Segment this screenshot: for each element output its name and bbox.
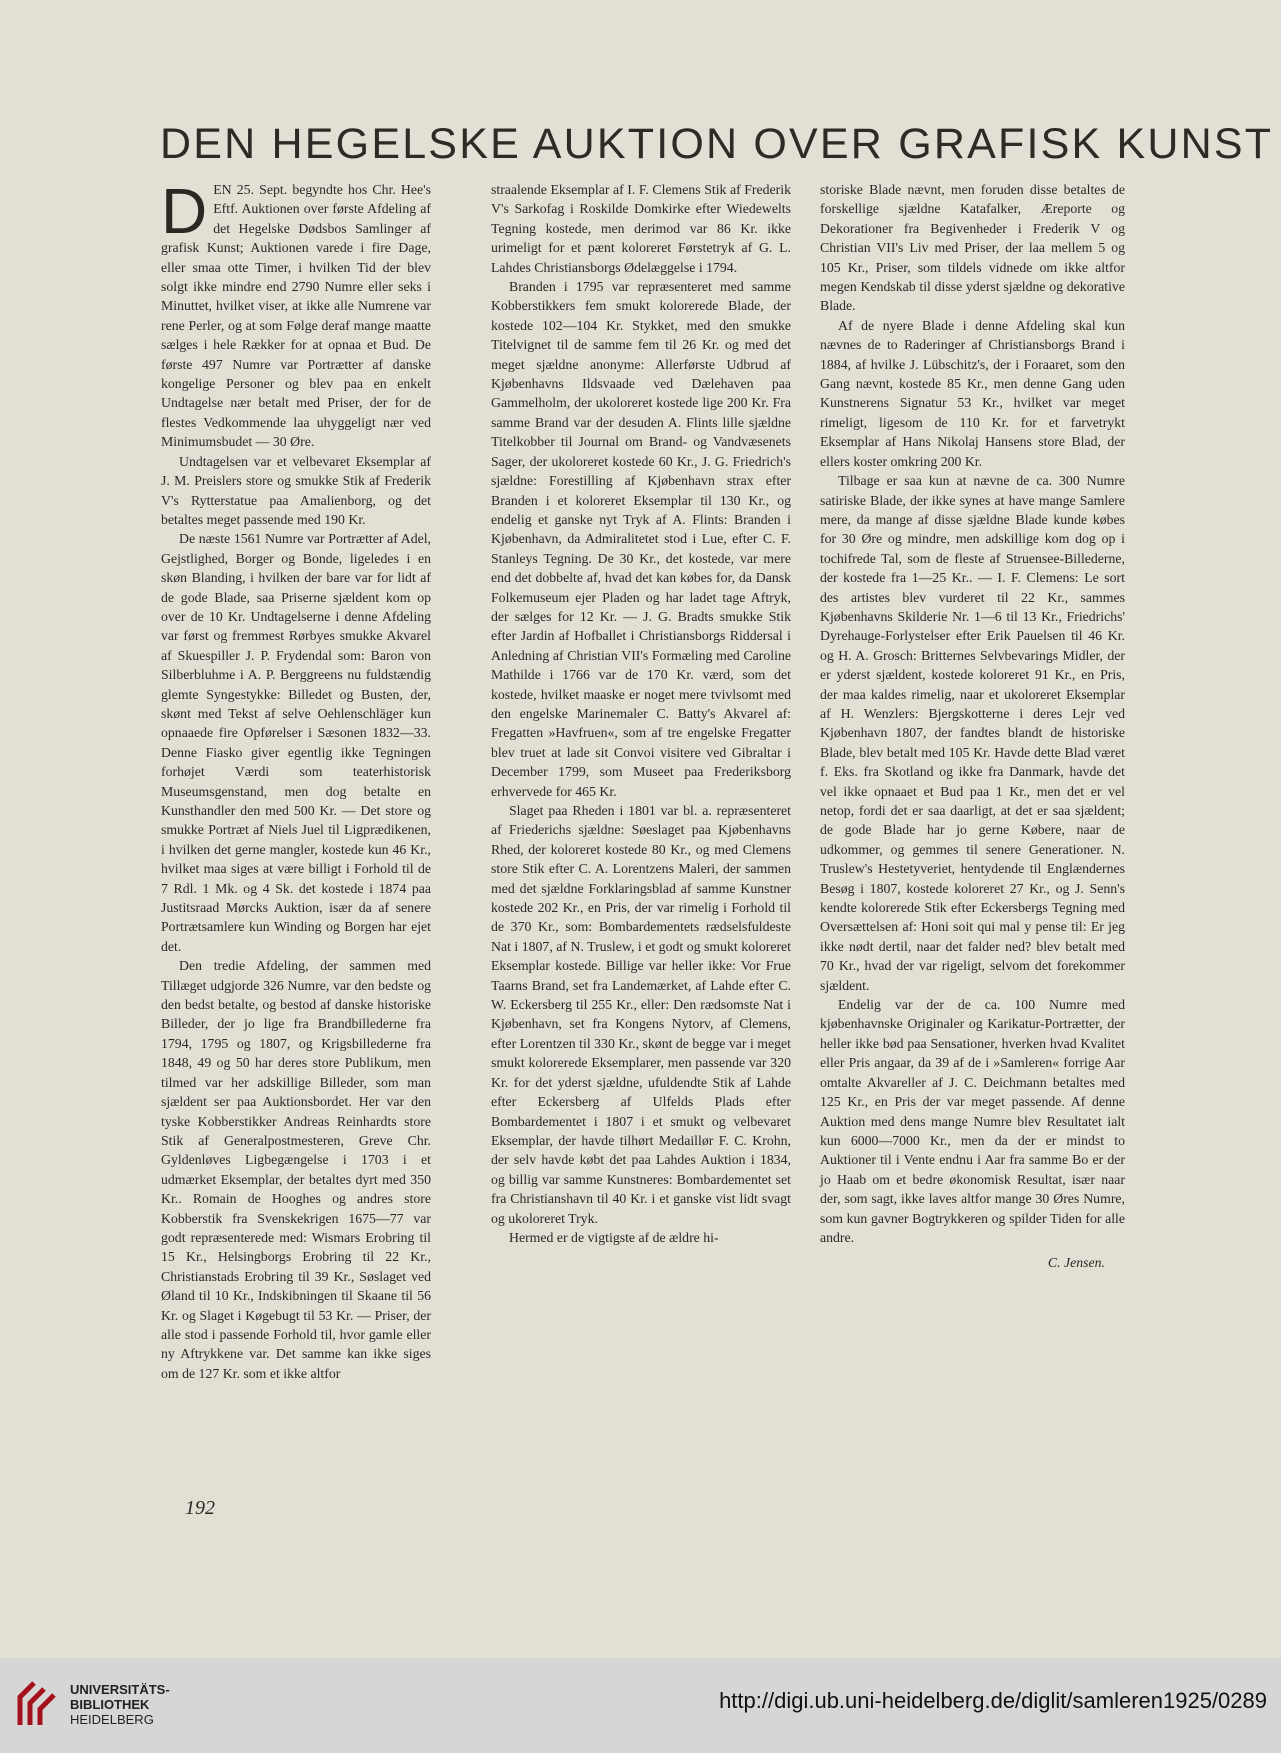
page-number: 192 <box>185 1497 215 1519</box>
paragraph: Af de nyere Blade i denne Afdeling skal kun nævnes de to Raderinger af Christiansborgs Brand i 1884, af hvilke J. Lübschitz's, der i Foraaret, som den Gang nævnt, kostede 85 Kr., men denne Gang uden Kunstnerens Signatur 53 Kr., hvilket var meget rimeligt, ligesom de 110 Kr. for et farvetrykt Eksemplar af Hans Nikolaj Hansens store Blad, der ellers koster omkring 200 Kr. <box>820 317 1125 469</box>
paragraph: straalende Eksemplar af I. F. Clemens Stik af Frederik V's Sarkofag i Roskilde Domkirke efter Wiedewelts Tegning kostede, men derimod var 86 Kr. ikke urimeligt for et pænt koloreret Førstetryk af G. L. Lahdes Christiansborgs Ødelæggelse i 1794. <box>491 182 791 275</box>
paragraph: EN 25. Sept. begyndte hos Chr. Hee's Eftf. Auktionen over første Afdeling af det Hegelske Dødsbos Samlinger af grafisk Kunst; Auktionen varede i fire Dage, eller smaa otte Timer, i hvilken Tid der blev solgt ikke mindre end 2790 Numre eller seks i Minuttet, hvilket viser, at ikke alle Numrene var rene Perler, og at som Følge deraf mange maatte sælges i hele Rækker for at opnaa et Bud. De første 497 Numre var Portrætter af danske kongelige Personer og blev paa en enkelt Undtagelse nær betalt med Priser, der for de flestes Vedkommende laa uhyggeligt nær ved Minimumsbudet — 30 Øre. <box>161 182 431 450</box>
library-name: UNIVERSITÄTS- BIBLIOTHEK HEIDELBERG <box>70 1682 170 1727</box>
source-url-link[interactable]: http://digi.ub.uni-heidelberg.de/diglit/samleren1925/0289 <box>719 1688 1267 1713</box>
paragraph: Undtagelsen var et velbevaret Eksemplar af J. M. Preislers store og smukke Stik af Frederik V's Rytterstatue paa Amalienborg, og det betaltes meget passende med 190 Kr. <box>161 453 431 527</box>
drop-cap: D <box>161 175 208 247</box>
text-column-2 <box>491 180 791 1247</box>
text-column-3 <box>820 180 1125 1273</box>
paragraph: Den tredie Afdeling, der sammen med Tillæget udgjorde 326 Numre, var den bedste og den bedst betalte, og bestod af danske historiske Billeder, der jo lige fra Brandbillederne fra 1794, 1795 og 1807, og Krigsbillederne fra 1848, 49 og 50 har deres store Publikum, men tilmed var her adskillige Billeder, som man sjældent ser paa Auktionsbordet. Her var den tyske Kobberstikker Andreas Reinhardts store Stik af Generalpostmesteren, Greve Chr. Gyldenløves Ligbegængelse i 1703 i et udmærket Eksemplar, der betaltes dyrt med 350 Kr.. Romain de Hooghes og andres store Kobberstik fra Svenskekrigen 1675—77 var godt repræsenterede med: Wismars Erobring til 15 Kr., Helsingborgs Erobring til 22 Kr., Christianstads Erobring til 39 Kr., Søslaget ved Øland til 10 Kr., Indskibningen til Skaane til 56 Kr. og Slaget i Køgebugt til 53 Kr. — Priser, der alle stod i passende Forhold til, hvor gamle eller ny Aftrykkene var. Det samme kan ikke siges om de 127 Kr. som et ikke altfor <box>161 958 431 1381</box>
article-title: DEN HEGELSKE AUKTION OVER GRAFISK KUNST <box>160 120 1274 168</box>
paragraph: Endelig var der de ca. 100 Numre med kjøbenhavnske Originaler og Karikatur-Portrætter, der heller ikke bød paa Sensationer, hverken hvad Kvalitet eller Pris angaar, da 39 af de i »Samleren« forrige Aar omtalte Akvareller af J. C. Deichmann betaltes med 125 Kr., en Pris der var meget passende. Af denne Auktion med dens mange Numre blev Resultatet ialt kun 6000—7000 Kr., men da der er mindst to Auktioner til i Vente endnu i Aar fra samme Bo er der jo Haab om et bedre økonomisk Resultat, især naar der, som sagt, ikke laves altfor mange 30 Øres Numre, som kun gavner Bogtrykkeren og spilder Tiden for alle andre. <box>820 997 1125 1245</box>
paragraph: De næste 1561 Numre var Portrætter af Adel, Gejstlighed, Borger og Bonde, ligeledes i en skøn Blanding, i hvilken der bare var for lidt af de gode Blade, saa Priserne sjældent kom op over de 10 Kr. Undtagelserne i denne Afdeling var først og fremmest Rørbyes smukke Akvarel af Skuespiller J. P. Frydendal som: Baron von Silberbluhme i A. P. Berggreens nu fuldstændig glemte Syngestykke: Billedet og Busten, der, skønt med Tekst af selve Oehlenschläger kun opnaaede fire Opførelser i Sæsonen 1832—33. Denne Fiasko giver egentlig ikke Tegningen forhøjet Værdi som teaterhistorisk Museumsgenstand, men dog betalte en Kunsthandler den med 500 Kr. — Det store og smukke Portræt af Niels Juel til Ligprædikenen, i hvilken det gerne mangler, kostede kun 46 Kr., hvilket maa siges at være billigt i Forhold til de 7 Rdl. 1 Mk. og 4 Sk. det kostede i 1874 paa Justitsraad Mørcks Auktion, især da af senere Portrætsamlere kun Winding og Borgen har ejet det. <box>161 531 431 954</box>
author-signature: C. Jensen. <box>1047 1255 1105 1271</box>
text-column-1 <box>161 175 431 1383</box>
university-library-logo-icon <box>14 1675 64 1731</box>
viewer-footer <box>0 1658 1281 1753</box>
paragraph: Tilbage er saa kun at nævne de ca. 300 Numre satiriske Blade, der ikke synes at have mange Samlere mere, da mange af disse sjældne Blade kunde købes for 30 Øre og mindre, men adskillige kom dog op i tochifrede Tal, som de fleste af Struenseе-Billederne, der kostede fra 1—25 Kr.. — I. F. Clemens: Le sort des artistes blev vurderet til 22 Kr., sammes Kjøbenhavns Skilderie Nr. 1—6 til 13 Kr., Friedrichs' Dyrehauge-Forlystelser efter Erik Pauelsen til 46 Kr. og H. A. Grosch: Britternes Selvbevarings Midler, der er yderst sjældent, kostede koloreret 91 Kr., en Pris, der maa kaldes rimelig, naar et ukoloreret Eksemplar af H. Wenzlers: Bjergskotterne i deres Lejr ved Kjøbenhavn 1807, der fandtes blandt de historiske Blade, blev betalt med 105 Kr. Havde dette Blad været f. Eks. fra Skotland og ikke fra Danmark, havde det vel ikke opnaaet et Bud paa 1 Kr., men det er vel netop, fordi det er saa daarligt, at det er saa sjældent; de gode Blade har jo gerne Købere, naar de udkommer, og gemmes til senere Generationer. N. Truslew's Hestetyveriet, hentydende til Englændernes Besøg i 1807, kostede koloreret 27 Kr., og J. Senn's kendte kolorerede Stik efter Eckersbergs Tegning med Oversættelsen af: Honi soit qui mal y pense til: Er jeg ikke nødt dertil, naar det falder ned? blev betalt med 70 Kr., hvad der var rigeligt, selvom det forekommer sjældent. <box>820 473 1125 993</box>
paragraph: Hermed er de vigtigste af de ældre hi- <box>509 1229 719 1245</box>
paragraph: Slaget paa Rheden i 1801 var bl. a. repræsenteret af Friederichs sjældne: Søeslaget paa Kjøbenhavns Rhed, der koloreret kostede 80 Kr., og med Clemens store Stik efter C. A. Lorentzens Maleri, der sammen med det sjældne Forklaringsblad af samme Kunstner kostede 202 Kr., en Pris, der var rimelig i Forhold til de 370 Kr., som: Bombardementets rædselsfuldeste Nat i 1807, af N. Truslew, i et godt og smukt koloreret Eksemplar kostede. Billige var heller ikke: Vor Frue Taarns Brand, set fra Landemærket, af Lahde efter C. W. Eckersberg til 255 Kr., eller: Den rædsomste Nat i Kjøbenhavn, set fra Kongens Nytorv, af Clemens, efter Lorentzen til 330 Kr., skønt de begge var i meget smukt kolorerede Eksemplarer, men passende var 320 Kr. for det yderst sjældne, ufuldendte Stik af Lahde efter Eckersberg af Ulfelds Plads efter Bombardementet i 1807 i et smukt og velbevaret Eksemplar, der havde tilhørt Medaillør F. C. Krohn, der selv havde købt det paa Lahdes Auktion i 1834, og billig var samme Kunstneres: Bombardementet set fra Christianshavn til 40 Kr. i et ganske vist lidt svagt og ukoloreret Tryk. <box>491 803 791 1226</box>
paragraph: storiske Blade nævnt, men foruden disse betaltes de forskellige sjældne Katafalker, Æreporte og Dekorationer fra Begivenheder i Frederik V og Christian VII's Liv med Priser, der laa mellem 5 og 105 Kr., Priser, som tildels vidnede om ikke altfor megen Kendskab til disse yderst sjældne og dekorative Blade. <box>820 182 1125 314</box>
paragraph: Branden i 1795 var repræsenteret med samme Kobberstikkers fem smukt kolorerede Blade, der kostede 102—104 Kr. Stykket, med den smukke Titelvignet til de samme fem til 26 Kr. og med det meget sjældne anonyme: Allerførste Udbrud af Kjøbenhavns Ildsvaade ved Dælehaven paa Gammelholm, der ukoloreret kostede lige 200 Kr. Fra samme Brand var der desuden A. Flints lille sjældne Titelkobber til Journal om Brand- og Vandvæsenets Sager, der ukoloreret kostede 60 Kr., J. G. Friedrich's sjældne: Forestilling af Kjøbenhavn strax efter Branden i et koloreret Eksemplar til 130 Kr., og endelig et ganske nyt Tryk af A. Flints: Branden i Kjøbenhavn, da Admiralitetet stod i Lue, efter C. F. Stanleys Tegning. De 30 Kr., det kostede, var mere end det dobbelte af, hvad det kan købes for, da Dansk Folkemuseum ejer Pladen og har ladet tage Aftryk, der sælges for 12 Kr. — J. G. Bradts smukke Stik efter Jardin af Hofballet i Christiansborgs Riddersal i Anledning af Christian VII's Formæling med Caroline Mathilde i 1766 var de 170 Kr. værd, som det kostede, hvilket maaske er noget mere tvivlsomt med den engelske Marinemaler C. Batty's Akvarel af: Fregatten »Havfruen«, som af tre engelske Fregatter blev truet at lade sit Convoi visitere ved Gibraltar i December 1799, som Museet paa Frederiksborg erhvervede for 465 Kr. <box>491 279 791 799</box>
